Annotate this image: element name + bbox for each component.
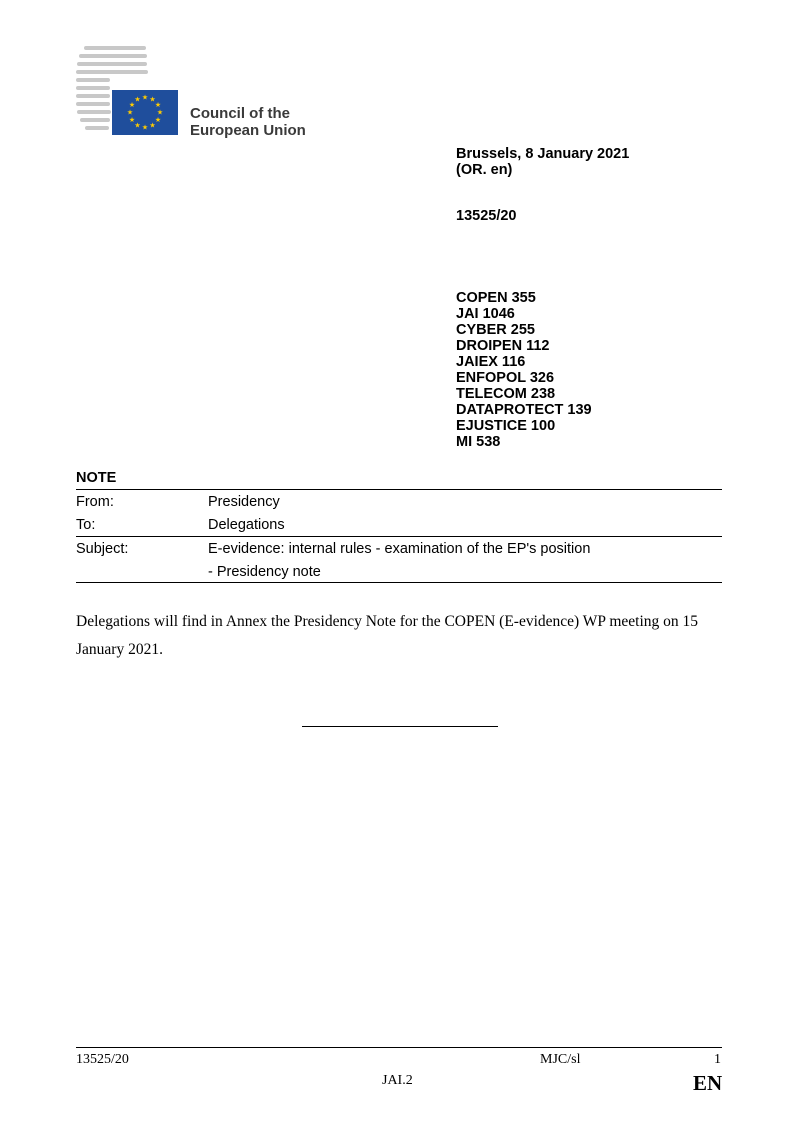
subject-label: Subject: <box>76 541 129 557</box>
svg-text:★: ★ <box>134 121 141 130</box>
svg-text:★: ★ <box>149 95 156 104</box>
note-bottom-rule <box>76 582 722 583</box>
to-value: Delegations <box>208 517 285 533</box>
footer-doc-number: 13525/20 <box>76 1052 129 1067</box>
body-paragraph: Delegations will find in Annex the Presidency Note for the COPEN (E-evidence) WP meeting on 15 January 2021. <box>76 613 699 658</box>
svg-text:★: ★ <box>154 116 162 124</box>
code-item: JAIEX 116 <box>456 354 526 370</box>
council-logo <box>76 46 186 138</box>
code-item: COPEN 355 <box>456 290 536 306</box>
footer-rule <box>76 1047 722 1048</box>
svg-text:★: ★ <box>156 108 164 117</box>
classification-codes <box>456 290 592 450</box>
organization-name <box>190 105 306 139</box>
footer-initials: MJC/sl <box>540 1052 581 1067</box>
code-item: CYBER 255 <box>456 322 535 338</box>
document-meta <box>456 146 629 224</box>
note-heading: NOTE <box>76 470 117 486</box>
org-name-line2: European Union <box>190 122 306 139</box>
document-date: Brussels, 8 January 2021 <box>456 146 630 162</box>
footer-page-number: 1 <box>714 1052 721 1067</box>
subject-value-line1: E-evidence: internal rules - examination of the EP's position <box>208 541 591 557</box>
subject-value-line2: - Presidency note <box>208 564 321 580</box>
svg-text:★: ★ <box>134 95 141 104</box>
note-top-rule <box>76 489 722 490</box>
svg-text:★: ★ <box>128 116 136 124</box>
code-item: TELECOM 238 <box>456 386 556 402</box>
svg-text:★: ★ <box>141 93 149 102</box>
svg-text:★: ★ <box>141 123 149 132</box>
from-label: From: <box>76 494 114 510</box>
to-label: To: <box>76 517 96 533</box>
org-name-line1: Council of the <box>190 105 290 122</box>
svg-text:★: ★ <box>149 121 156 130</box>
code-item: MI 538 <box>456 434 501 450</box>
end-of-text-rule <box>302 726 498 727</box>
code-item: DATAPROTECT 139 <box>456 402 592 418</box>
note-middle-rule <box>76 536 722 537</box>
footer-language: EN <box>693 1071 723 1095</box>
from-value: Presidency <box>208 494 280 510</box>
code-item: JAI 1046 <box>456 306 515 322</box>
code-item: EJUSTICE 100 <box>456 418 556 434</box>
code-item: ENFOPOL 326 <box>456 370 555 386</box>
svg-text:★: ★ <box>154 101 162 109</box>
code-item: DROIPEN 112 <box>456 338 550 354</box>
footer-department: JAI.2 <box>382 1073 413 1088</box>
document-number: 13525/20 <box>456 208 517 224</box>
svg-text:★: ★ <box>126 108 134 117</box>
svg-text:★: ★ <box>128 101 136 109</box>
original-language: (OR. en) <box>456 162 513 178</box>
